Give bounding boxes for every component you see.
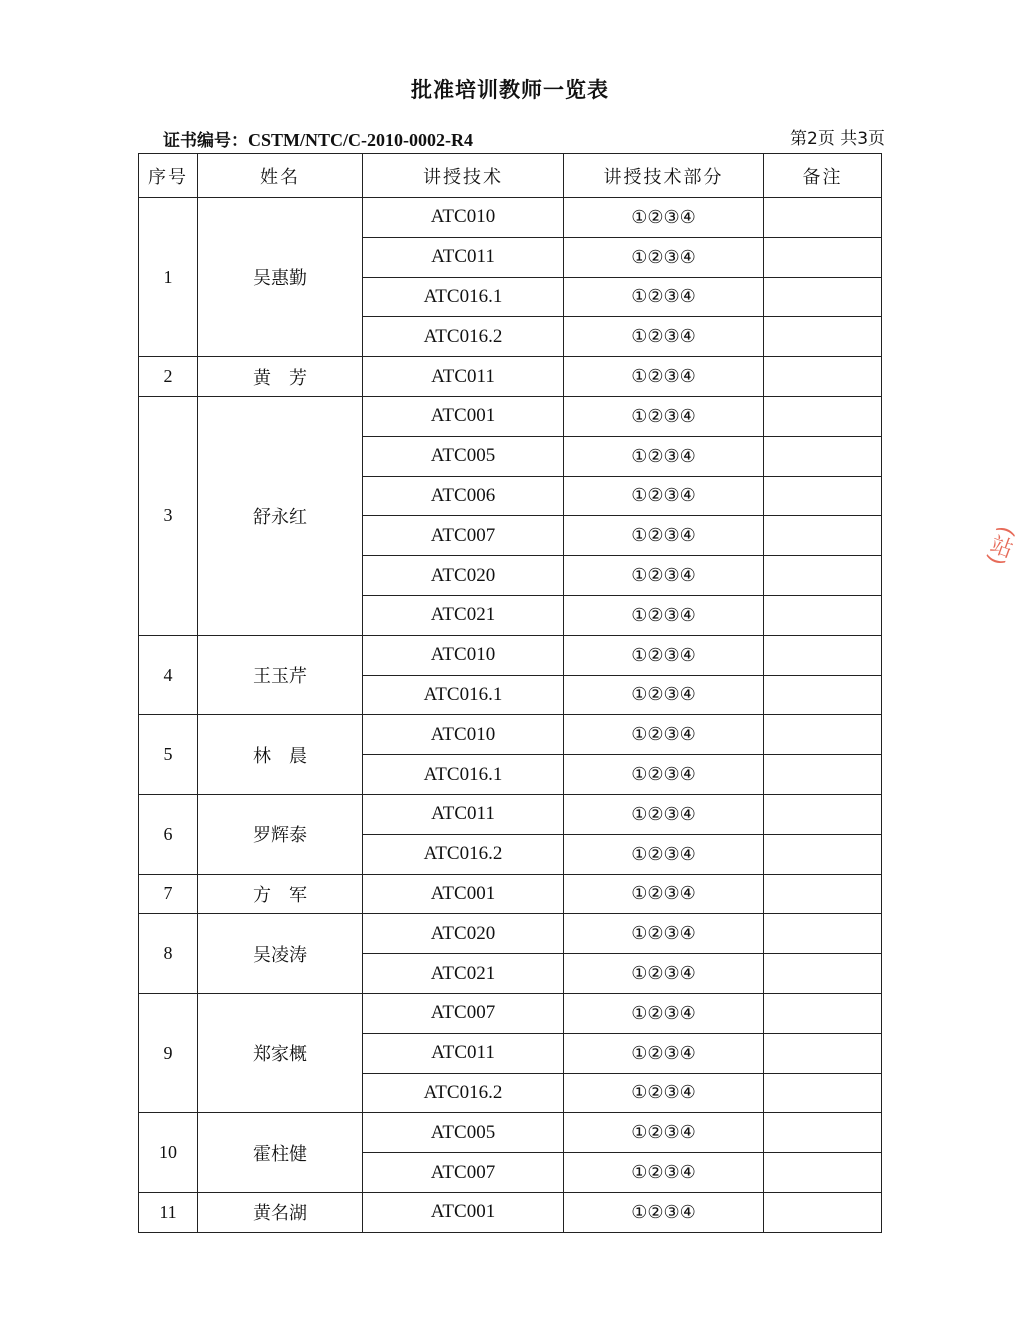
technique-parts: ①②③④	[564, 1073, 764, 1113]
remark-cell	[764, 436, 882, 476]
teacher-name: 吴凌涛	[198, 914, 363, 994]
technique-code: ATC021	[363, 954, 564, 994]
table-body	[139, 198, 882, 1233]
technique-code: ATC010	[363, 635, 564, 675]
row-index: 6	[139, 794, 198, 874]
table-row	[139, 396, 882, 436]
teacher-name: 黄名湖	[198, 1192, 363, 1232]
technique-code: ATC007	[363, 1153, 564, 1193]
header-index: 序号	[139, 154, 198, 198]
technique-code: ATC016.2	[363, 317, 564, 357]
technique-parts: ①②③④	[564, 198, 764, 238]
technique-code: ATC011	[363, 794, 564, 834]
remark-cell	[764, 834, 882, 874]
technique-parts: ①②③④	[564, 635, 764, 675]
teacher-table	[138, 153, 882, 1233]
teacher-name: 吴惠勤	[198, 198, 363, 357]
table-row	[139, 874, 882, 914]
remark-cell	[764, 1033, 882, 1073]
technique-code: ATC011	[363, 237, 564, 277]
technique-code: ATC016.1	[363, 675, 564, 715]
row-index: 7	[139, 874, 198, 914]
row-index: 1	[139, 198, 198, 357]
row-index: 10	[139, 1113, 198, 1193]
technique-parts: ①②③④	[564, 794, 764, 834]
technique-parts: ①②③④	[564, 516, 764, 556]
remark-cell	[764, 993, 882, 1033]
teacher-name: 王玉芹	[198, 635, 363, 715]
technique-parts: ①②③④	[564, 595, 764, 635]
technique-code: ATC005	[363, 436, 564, 476]
remark-cell	[764, 635, 882, 675]
remark-cell	[764, 794, 882, 834]
table-row	[139, 635, 882, 675]
technique-parts: ①②③④	[564, 1113, 764, 1153]
technique-code: ATC021	[363, 595, 564, 635]
remark-cell	[764, 1113, 882, 1153]
table-row	[139, 715, 882, 755]
technique-parts: ①②③④	[564, 755, 764, 795]
technique-code: ATC016.1	[363, 277, 564, 317]
technique-parts: ①②③④	[564, 436, 764, 476]
technique-parts: ①②③④	[564, 396, 764, 436]
table-row	[139, 794, 882, 834]
technique-code: ATC001	[363, 396, 564, 436]
row-index: 2	[139, 357, 198, 397]
technique-parts: ①②③④	[564, 556, 764, 596]
remark-cell	[764, 476, 882, 516]
technique-parts: ①②③④	[564, 1192, 764, 1232]
teacher-name: 黄 芳	[198, 357, 363, 397]
technique-code: ATC001	[363, 1192, 564, 1232]
table-row	[139, 357, 882, 397]
table-row	[139, 198, 882, 238]
technique-code: ATC010	[363, 198, 564, 238]
row-index: 9	[139, 993, 198, 1112]
remark-cell	[764, 954, 882, 994]
technique-code: ATC011	[363, 1033, 564, 1073]
remark-cell	[764, 516, 882, 556]
remark-cell	[764, 675, 882, 715]
row-index: 4	[139, 635, 198, 715]
technique-parts: ①②③④	[564, 954, 764, 994]
table-row	[139, 914, 882, 954]
table-header-row	[139, 154, 882, 198]
certificate-value: CSTM/NTC/C-2010-0002-R4	[248, 130, 473, 150]
remark-cell	[764, 1153, 882, 1193]
teacher-name: 罗辉泰	[198, 794, 363, 874]
table-row	[139, 1113, 882, 1153]
teacher-name: 舒永红	[198, 396, 363, 635]
row-index: 3	[139, 396, 198, 635]
technique-parts: ①②③④	[564, 317, 764, 357]
remark-cell	[764, 277, 882, 317]
technique-parts: ①②③④	[564, 237, 764, 277]
technique-code: ATC010	[363, 715, 564, 755]
technique-code: ATC016.2	[363, 834, 564, 874]
remark-cell	[764, 715, 882, 755]
page-info: 第2页 共3页	[790, 129, 886, 149]
technique-parts: ①②③④	[564, 993, 764, 1033]
technique-parts: ①②③④	[564, 834, 764, 874]
technique-parts: ①②③④	[564, 1033, 764, 1073]
technique-parts: ①②③④	[564, 675, 764, 715]
table-row	[139, 1192, 882, 1232]
row-index: 11	[139, 1192, 198, 1232]
row-index: 8	[139, 914, 198, 994]
technique-code: ATC006	[363, 476, 564, 516]
teacher-name: 林 晨	[198, 715, 363, 795]
technique-parts: ①②③④	[564, 874, 764, 914]
document-title: 批准培训教师一览表	[411, 78, 609, 102]
technique-parts: ①②③④	[564, 476, 764, 516]
technique-parts: ①②③④	[564, 357, 764, 397]
table-row	[139, 993, 882, 1033]
technique-code: ATC016.2	[363, 1073, 564, 1113]
row-index: 5	[139, 715, 198, 795]
remark-cell	[764, 1192, 882, 1232]
technique-parts: ①②③④	[564, 1153, 764, 1193]
red-seal-stamp: (站)	[981, 522, 1019, 569]
certificate-number	[163, 126, 473, 151]
remark-cell	[764, 1073, 882, 1113]
certificate-label: 证书编号：	[163, 131, 248, 151]
remark-cell	[764, 317, 882, 357]
remark-cell	[764, 556, 882, 596]
remark-cell	[764, 357, 882, 397]
header-name: 姓名	[198, 154, 363, 198]
technique-parts: ①②③④	[564, 914, 764, 954]
technique-code: ATC020	[363, 914, 564, 954]
technique-code: ATC007	[363, 516, 564, 556]
technique-code: ATC005	[363, 1113, 564, 1153]
teacher-name: 方 军	[198, 874, 363, 914]
technique-code: ATC007	[363, 993, 564, 1033]
technique-code: ATC020	[363, 556, 564, 596]
remark-cell	[764, 595, 882, 635]
header-technique: 讲授技术	[363, 154, 564, 198]
teacher-name: 郑家概	[198, 993, 363, 1112]
remark-cell	[764, 237, 882, 277]
remark-cell	[764, 914, 882, 954]
remark-cell	[764, 198, 882, 238]
technique-code: ATC011	[363, 357, 564, 397]
header-technique-parts: 讲授技术部分	[564, 154, 764, 198]
technique-parts: ①②③④	[564, 277, 764, 317]
technique-code: ATC016.1	[363, 755, 564, 795]
teacher-name: 霍柱健	[198, 1113, 363, 1193]
technique-code: ATC001	[363, 874, 564, 914]
remark-cell	[764, 755, 882, 795]
header-remarks: 备注	[764, 154, 882, 198]
remark-cell	[764, 396, 882, 436]
remark-cell	[764, 874, 882, 914]
technique-parts: ①②③④	[564, 715, 764, 755]
